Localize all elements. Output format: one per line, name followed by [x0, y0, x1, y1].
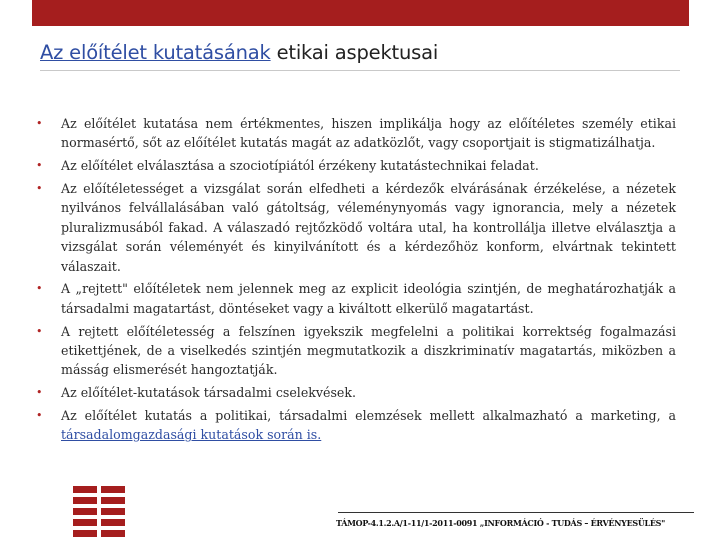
bullet-dot-icon [36, 114, 43, 133]
bullet-text: A „rejtett" előítéletek nem jelennek meg az explicit ideológia szintjén, de meghatározhatják a társadalmi magatartást, döntéseket vagy a kiváltott elkerülő magatartást. [61, 281, 676, 316]
bullet-link[interactable]: társadalomgazdasági kutatások során is. [61, 427, 322, 443]
title-area [40, 40, 680, 71]
bullet-dot-icon [36, 322, 43, 341]
bullet-dot-icon [36, 279, 43, 298]
bullet-item-1 [36, 114, 676, 153]
bullet-dot-icon [36, 383, 43, 402]
bullet-item-4 [36, 279, 676, 318]
title-rest: etikai aspektusai [270, 41, 439, 64]
footer-divider [338, 512, 694, 513]
bullet-text: Az előítélet kutatás a politikai, társadalmi elemzések mellett alkalmazható a marketing, a [61, 408, 676, 424]
bullet-list [36, 114, 676, 445]
bullet-item-7 [36, 406, 676, 445]
bullet-text: Az előítélet elválasztása a szociotípiától érzékeny kutatástechnikai feladat. [61, 158, 539, 174]
bullet-item-6 [36, 383, 676, 402]
logo-icon [73, 486, 125, 540]
slide-content [36, 114, 676, 448]
bullet-item-3 [36, 179, 676, 276]
bullet-text: Az előítélet kutatása nem értékmentes, hiszen implikálja hogy az előítéletes személy etikai normasértő, sőt az előítélet kutatás magát az adatközlőt, vagy csoportjait is stigmatizálhatja. [61, 116, 676, 151]
bullet-item-5 [36, 322, 676, 380]
top-accent-bar [32, 0, 689, 26]
bullet-dot-icon [36, 406, 43, 425]
bullet-text: Az előítélet-kutatások társadalmi cselekvések. [61, 385, 357, 401]
bullet-dot-icon [36, 156, 43, 175]
footer-project-code: TÁMOP-4.1.2.A/1-11/1-2011-0091 „INFORMÁCIÓ - TUDÁS – ÉRVÉNYESÜLÉS" [336, 518, 666, 528]
bullet-text: A rejtett előítéletesség a felszínen igyekszik megfelelni a politikai korrektség fogalmazási etikettjének, de a viselkedés szintjén megmutatkozik a diszkriminatív magatartás, miközben a másság elismerését hangoztatják. [61, 323, 676, 378]
bullet-item-2 [36, 156, 676, 175]
bullet-text: Az előítéletességet a vizsgálat során elfedheti a kérdezők elvárásának érzékelése, a nézetek nyilvános felvállalásában való gátoltság, véleménynyomás vagy ignorancia, mely a nézetek pluralizmusából fakad. A válaszadó rejtőzködő voltára utal, ha kontrollálja illetve elválasztja a vizsgálat során véleményét és kinyilvánított és a kérdezőhöz konform, elvártnak tekintett válaszait. [61, 181, 676, 274]
page-title [40, 40, 680, 66]
title-link[interactable]: Az előítélet kutatásának [40, 41, 271, 64]
bullet-dot-icon [36, 179, 43, 198]
